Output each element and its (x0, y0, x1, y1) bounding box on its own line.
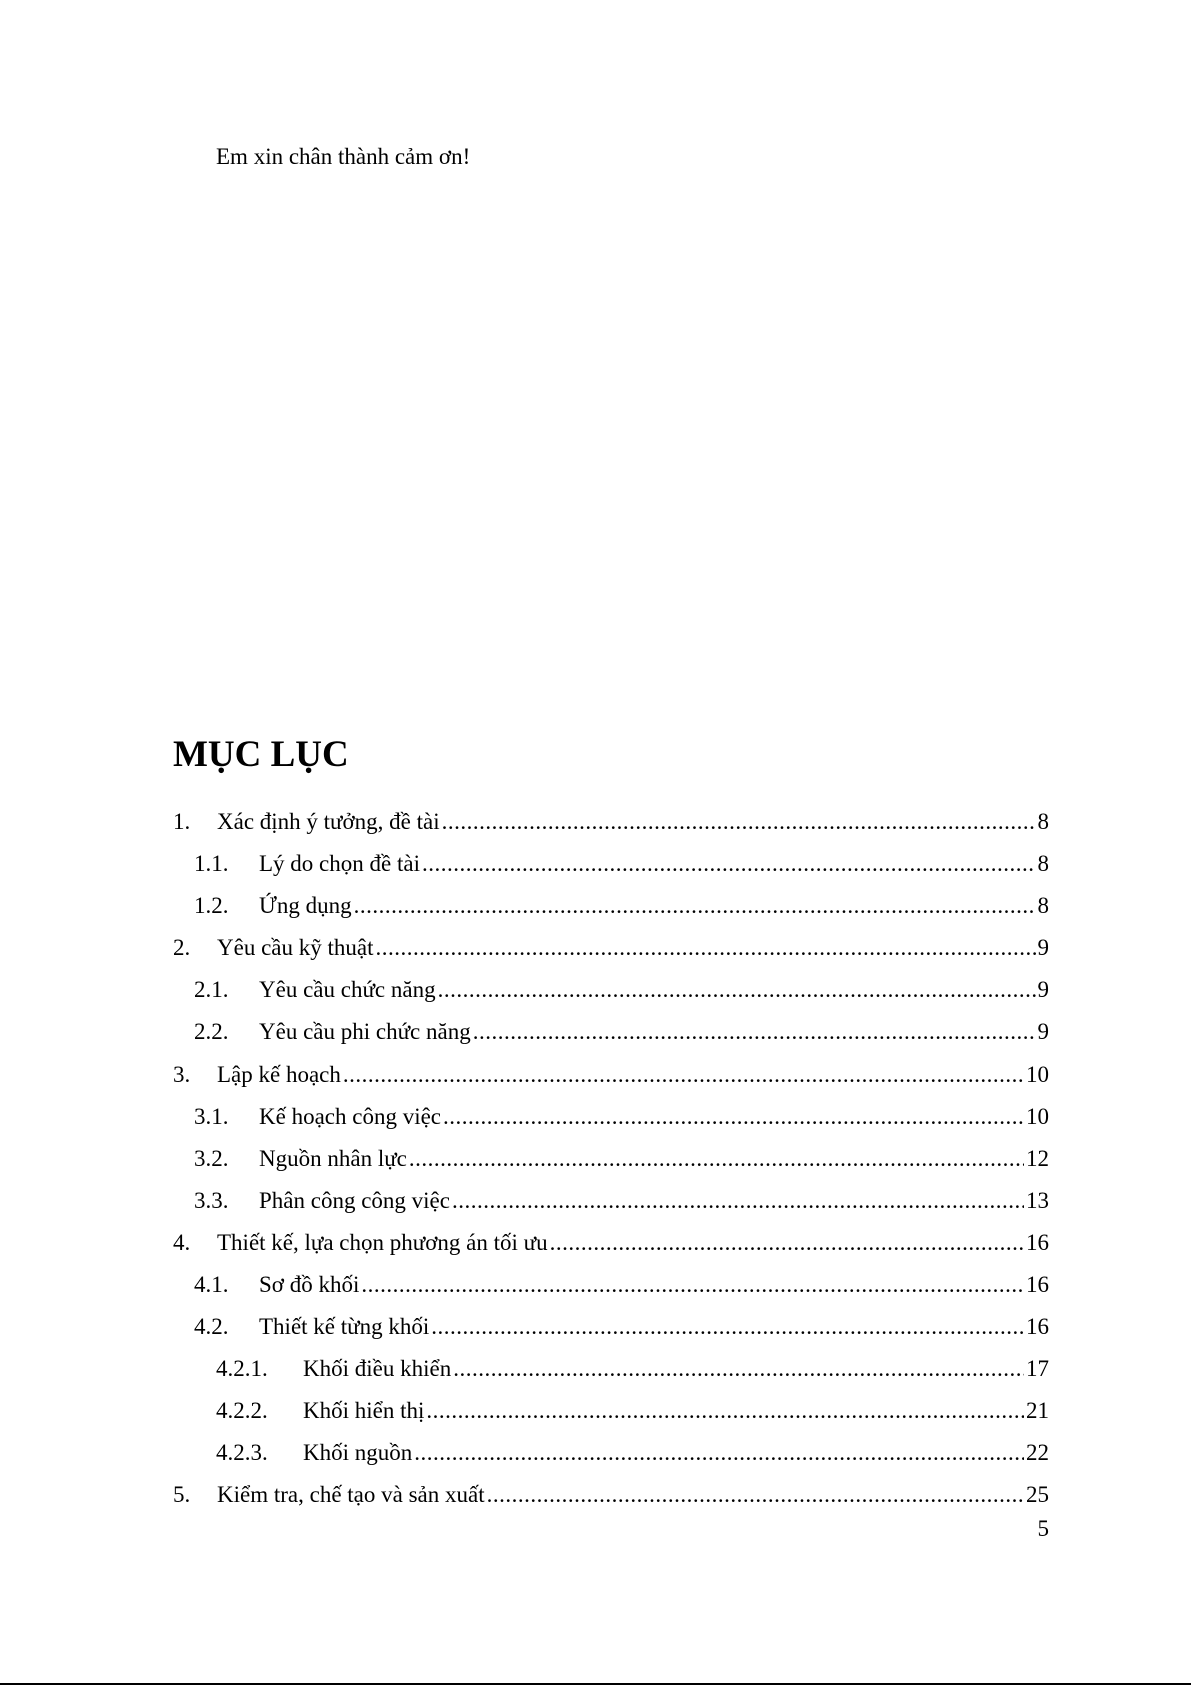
toc-entry-number: 4.2. (194, 1314, 229, 1339)
toc-entry-page: 12 (1026, 1146, 1049, 1171)
toc-entry-number: 2. (173, 935, 191, 960)
toc-dot-leader (473, 1017, 1036, 1047)
toc-dot-leader (426, 1396, 1024, 1426)
toc-dot-leader (438, 975, 1036, 1005)
toc-entry[interactable] (194, 1184, 1049, 1216)
toc-entry-number: 4. (173, 1230, 191, 1255)
toc-entry[interactable] (194, 1268, 1049, 1300)
toc-entry-page: 25 (1026, 1482, 1049, 1507)
toc-dot-leader (550, 1228, 1024, 1258)
toc-entry-number: 4.2.1. (216, 1356, 268, 1381)
toc-entry-title: Phân công công việc (259, 1188, 450, 1213)
toc-entry-number: 2.2. (194, 1019, 229, 1044)
toc-dot-leader (422, 849, 1036, 879)
toc-entry-number: 1.1. (194, 851, 229, 876)
toc-entry-title: Khối hiển thị (303, 1398, 425, 1423)
toc-entry[interactable] (194, 1310, 1049, 1342)
toc-entry-page: 16 (1026, 1314, 1049, 1339)
toc-entry-title: Yêu cầu chức năng (259, 977, 436, 1002)
toc-entry-page: 22 (1026, 1440, 1049, 1465)
toc-entry[interactable] (194, 973, 1049, 1005)
toc-entry-number: 1.2. (194, 893, 229, 918)
toc-dot-leader (361, 1270, 1024, 1300)
toc-dot-leader (414, 1438, 1024, 1468)
toc-dot-leader (343, 1060, 1024, 1090)
toc-dot-leader (487, 1480, 1024, 1510)
toc-entry-number: 3. (173, 1062, 191, 1087)
toc-entry[interactable] (173, 1058, 1049, 1090)
toc-entry-number: 3.1. (194, 1104, 229, 1129)
toc-entry-page: 13 (1026, 1188, 1049, 1213)
toc-entry-title: Khối điều khiển (303, 1356, 452, 1381)
toc-entry-title: Sơ đồ khối (259, 1272, 360, 1297)
toc-dot-leader (354, 891, 1036, 921)
toc-entry-title: Thiết kế từng khối (259, 1314, 430, 1339)
toc-entry[interactable] (216, 1436, 1049, 1468)
toc-entry[interactable] (194, 1100, 1049, 1132)
toc-entry-title: Nguồn nhân lực (259, 1146, 407, 1171)
toc-entry-number: 4.1. (194, 1272, 229, 1297)
toc-entry-title: Ứng dụng (259, 893, 352, 918)
toc-entry-page: 8 (1037, 809, 1049, 834)
toc-entry-number: 1. (173, 809, 191, 834)
toc-entry-page: 10 (1026, 1104, 1049, 1129)
toc-dot-leader (375, 933, 1035, 963)
toc-entry[interactable] (194, 847, 1049, 879)
toc-entry[interactable] (216, 1352, 1049, 1384)
toc-entry-number: 3.3. (194, 1188, 229, 1213)
toc-entry-number: 4.2.3. (216, 1440, 268, 1465)
toc-entry-number: 3.2. (194, 1146, 229, 1171)
toc-entry[interactable] (173, 805, 1049, 837)
toc-dot-leader (431, 1312, 1024, 1342)
toc-dot-leader (452, 1186, 1024, 1216)
toc-entry-number: 2.1. (194, 977, 229, 1002)
toc-entry-page: 8 (1037, 893, 1049, 918)
toc-entry[interactable] (194, 1142, 1049, 1174)
toc-entry-page: 10 (1026, 1062, 1049, 1087)
toc-entry-title: Lập kế hoạch (217, 1062, 341, 1087)
toc-dot-leader (443, 1102, 1024, 1132)
toc-entry[interactable] (194, 1015, 1049, 1047)
toc-entry-title: Yêu cầu kỹ thuật (217, 935, 374, 960)
toc-entry-title: Xác định ý tưởng, đề tài (217, 809, 440, 834)
toc-entry-title: Kế hoạch công việc (259, 1104, 442, 1129)
page-number: 5 (1037, 1516, 1049, 1541)
toc-entry[interactable] (173, 1478, 1049, 1510)
toc-entry-page: 9 (1037, 1019, 1049, 1044)
closing-line: Em xin chân thành cảm ơn! (216, 144, 471, 169)
toc-entry[interactable] (194, 889, 1049, 921)
toc-entry-title: Thiết kế, lựa chọn phương án tối ưu (217, 1230, 548, 1255)
toc-entry-number: 4.2.2. (216, 1398, 268, 1423)
toc-dot-leader (442, 807, 1036, 837)
toc-dot-leader (453, 1354, 1024, 1384)
toc-entry[interactable] (173, 1226, 1049, 1258)
toc-entry-page: 21 (1026, 1398, 1049, 1423)
toc-entry-title: Kiểm tra, chế tạo và sản xuất (217, 1482, 485, 1507)
toc-entry-page: 17 (1026, 1356, 1049, 1381)
toc-entry-page: 9 (1037, 935, 1049, 960)
toc-entry-number: 5. (173, 1482, 191, 1507)
toc-entry-page: 16 (1026, 1230, 1049, 1255)
toc-entry-title: Khối nguồn (303, 1440, 413, 1465)
toc-entry-page: 9 (1037, 977, 1049, 1002)
toc-entry-page: 16 (1026, 1272, 1049, 1297)
toc-title: MỤC LỤC (173, 734, 349, 775)
toc-entry[interactable] (216, 1394, 1049, 1426)
toc-dot-leader (409, 1144, 1024, 1174)
toc-entry[interactable] (173, 931, 1049, 963)
toc-entry-page: 8 (1037, 851, 1049, 876)
toc-entry-title: Yêu cầu phi chức năng (259, 1019, 471, 1044)
toc-entry-title: Lý do chọn đề tài (259, 851, 420, 876)
